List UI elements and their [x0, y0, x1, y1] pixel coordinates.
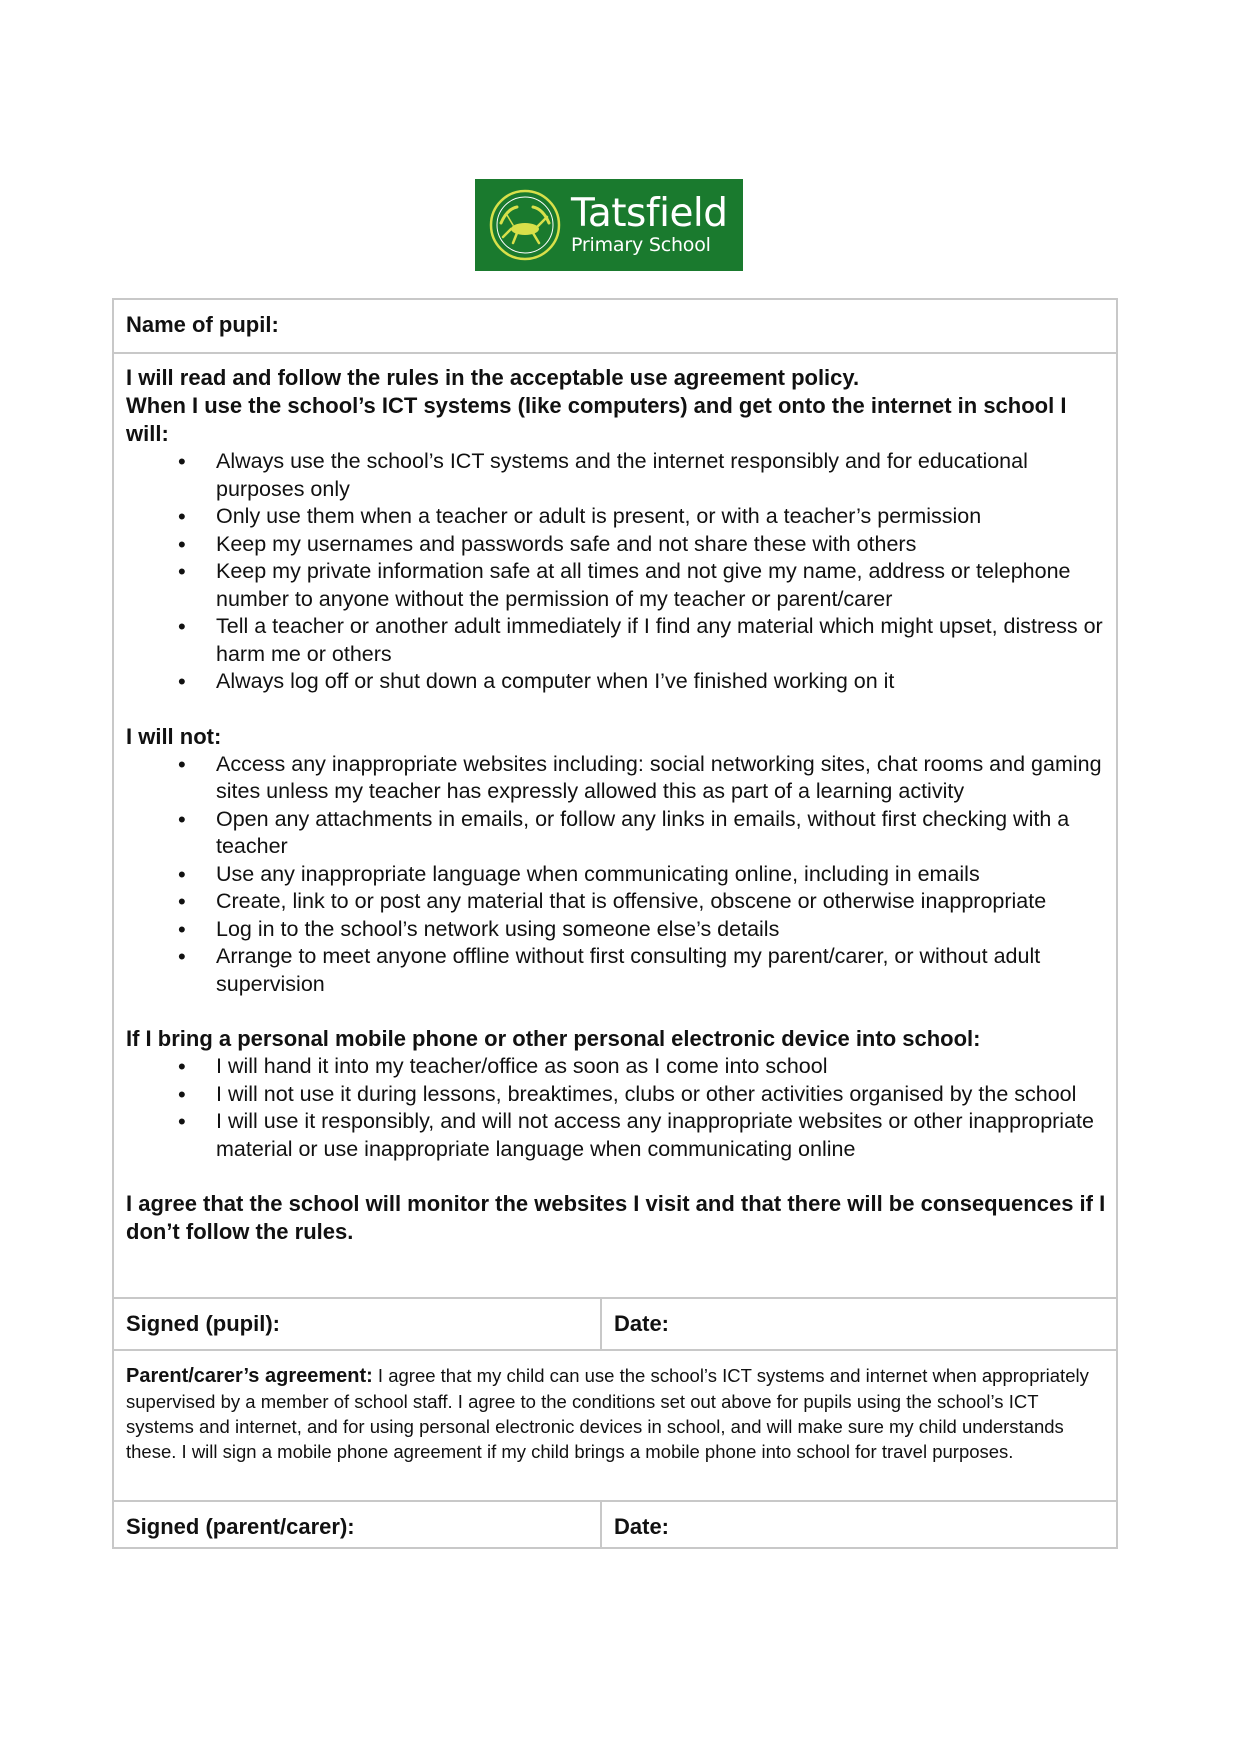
date-label: Date:: [614, 1514, 670, 1539]
intro-line-2: When I use the school’s ICT systems (like computers) and get onto the internet in school I will:: [126, 393, 1067, 446]
will-item: • Keep my private information safe at all times and not give my name, address or telephone number to anyone without the permission of my teacher or parent/carer: [216, 558, 1106, 613]
will-item: • Always use the school’s ICT systems and the internet responsibly and for educational purposes only: [216, 448, 1106, 503]
signed-pupil-label: Signed (pupil):: [126, 1311, 280, 1336]
will-item: • Always log off or shut down a computer when I’ve finished working on it: [216, 668, 1106, 696]
signed-parent-label: Signed (parent/carer):: [126, 1514, 355, 1539]
pupil-date-cell[interactable]: [602, 1299, 1116, 1349]
device-item: • I will hand it into my teacher/office as soon as I come into school: [216, 1053, 1106, 1081]
parent-agreement-section: [114, 1349, 1116, 1500]
will-not-heading: I will not:: [126, 723, 222, 749]
logo-text: [571, 191, 728, 256]
will-not-item: • Log in to the school’s network using someone else’s details: [216, 916, 1106, 944]
pupil-name-label: Name of pupil:: [126, 312, 279, 337]
parent-agreement-lead: Parent/carer’s agreement:: [126, 1365, 373, 1387]
logo-title: Tatsfield: [571, 191, 728, 236]
parent-signature-row: [114, 1500, 1116, 1547]
school-logo: [475, 179, 743, 271]
monitor-statement: I agree that the school will monitor the websites I visit and that there will be consequences if I don’t follow the rules.: [126, 1191, 1106, 1244]
will-item: • Only use them when a teacher or adult is present, or with a teacher’s permission: [216, 503, 1106, 531]
will-item: • Keep my usernames and passwords safe and not share these with others: [216, 531, 1106, 559]
device-heading: If I bring a personal mobile phone or other personal electronic device into school:: [126, 1026, 981, 1051]
parent-signature-cell[interactable]: [114, 1502, 602, 1547]
will-not-list: [126, 751, 1106, 999]
parent-agreement-text: I agree that my child can use the school’s ICT systems and internet when appropriately supervised by a member of school staff. I agree to the conditions set out above for pupils using the school’s ICT systems and internet, and for using personal electronic devices in school, and will make sure my child understands these. I will sign a mobile phone agreement if my child brings a mobile phone into school for travel purposes.: [126, 1365, 1089, 1462]
agreement-form: [112, 298, 1118, 1549]
logo-subtitle: Primary School: [571, 234, 711, 256]
device-list: [126, 1053, 1106, 1163]
will-not-item: • Access any inappropriate websites including: social networking sites, chat rooms and gaming sites unless my teacher has expressly allowed this as part of a learning activity: [216, 751, 1106, 806]
pupil-signature-row: [114, 1297, 1116, 1349]
pupil-name-row[interactable]: [114, 300, 1116, 352]
device-item: • I will not use it during lessons, breaktimes, clubs or other activities organised by the school: [216, 1081, 1106, 1109]
intro-line-1: I will read and follow the rules in the acceptable use agreement policy.: [126, 365, 860, 390]
date-label: Date:: [614, 1311, 670, 1336]
will-not-item: • Use any inappropriate language when communicating online, including in emails: [216, 861, 1106, 889]
will-not-item: • Open any attachments in emails, or follow any links in emails, without first checking with a teacher: [216, 806, 1106, 861]
will-not-item: • Arrange to meet anyone offline without first consulting my parent/carer, or without adult supervision: [216, 943, 1106, 998]
will-list: [126, 448, 1106, 696]
pupil-signature-cell[interactable]: [114, 1299, 602, 1349]
will-not-item: • Create, link to or post any material that is offensive, obscene or otherwise inappropriate: [216, 888, 1106, 916]
rules-section: [114, 352, 1116, 1297]
parent-date-cell[interactable]: [602, 1502, 1116, 1547]
will-item: • Tell a teacher or another adult immediately if I find any material which might upset, distress or harm me or others: [216, 613, 1106, 668]
device-item: • I will use it responsibly, and will not access any inappropriate websites or other inappropriate material or use inappropriate language when communicating online: [216, 1108, 1106, 1163]
grasshopper-emblem-icon: [487, 187, 563, 263]
